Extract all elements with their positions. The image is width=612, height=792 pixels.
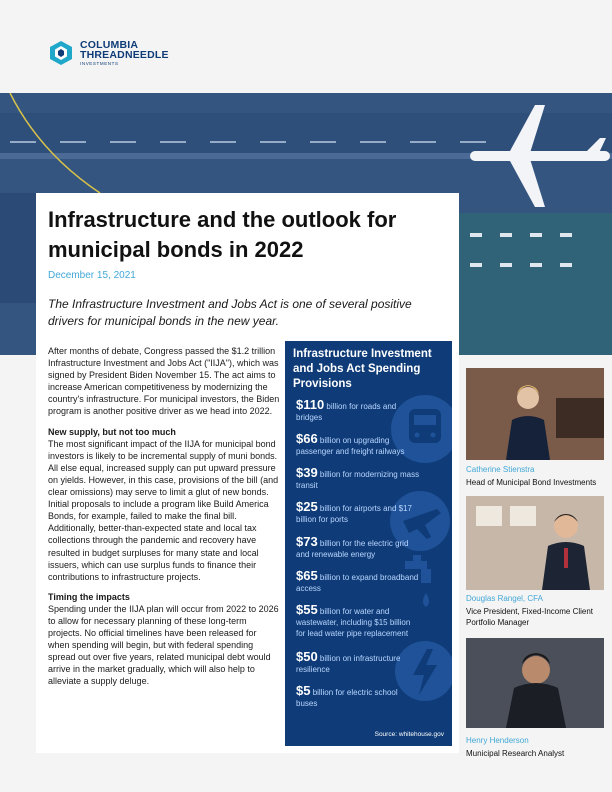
logo-mark-icon <box>48 40 74 66</box>
provision-item: $65 billion to expand broadband access <box>296 568 419 593</box>
article-date: December 15, 2021 <box>48 270 136 281</box>
person-photo <box>466 496 604 590</box>
person-role: Head of Municipal Bond Investments <box>466 478 597 487</box>
provision-item: $25 billion for airports and $17 billion for ports <box>296 499 412 524</box>
provision-item: $50 billion on infrastructure resilience <box>296 649 401 674</box>
section-heading-supply: New supply, but not too much <box>48 426 176 437</box>
section-heading-timing: Timing the impacts <box>48 591 130 602</box>
provision-item: $5 billion for electric school buses <box>296 683 398 708</box>
article-body <box>48 345 280 696</box>
person-name: Henry Henderson <box>466 736 529 745</box>
section-paragraph-supply: The most significant impact of the IIJA for municipal bond investors is likely to be incremental supply of muni bonds. All else equal, increased supply can put upward pressure on yields. However, in this case, provisions of the bill (and clear omissions) may serve to limit a glut of new bonds. Initial proposals to include a program like Build America Bonds, for example, failed to make the final bill. Additionally, better-than-expected state and local tax collections through the pandemic and recovery have resulted in budget surpluses for many state and local issuers, which can use surplus funds to finance their contributions to infrastructure projects. <box>48 438 279 582</box>
provision-item: $55 billion for water and wastewater, including $15 billion for lead water pipe replacement <box>296 602 411 638</box>
section-paragraph-timing: Spending under the IIJA plan will occur from 2022 to 2026 to allow for necessary planning of these long-term projects. No official timelines have been released for when spending will begin, but with federal spending spread out over five years, related municipal debt would arrive in the market gradually, which will also help to alleviate a supply deluge. <box>48 603 279 687</box>
person-name: Catherine Stienstra <box>466 465 535 474</box>
person-role: Municipal Research Analyst <box>466 749 565 758</box>
article-lede: The Infrastructure Investment and Jobs Act is one of several positive drivers for municipal bonds in the new year. <box>48 297 412 328</box>
logo-line-2: THREADNEEDLE <box>80 49 169 62</box>
person-photo <box>466 368 604 460</box>
provisions-source: Source: whitehouse.gov <box>374 731 444 738</box>
provisions-title: Infrastructure Investment and Jobs Act Spending Provisions <box>293 348 432 390</box>
provisions-box <box>285 341 452 746</box>
provision-item: $110 billion for roads and bridges <box>296 397 397 422</box>
article-title: Infrastructure and the outlook for municipal bonds in 2022 <box>48 207 397 262</box>
person-photo <box>466 638 604 728</box>
intro-paragraph: After months of debate, Congress passed the $1.2 trillion Infrastructure Investment and Jobs Act ("IIJA"), which was signed by President Biden November 15. The act aims to increase American competitiveness by modernizing the country's infrastructure. For municipal investors, the Biden program is another positive driver as we head into 2022. <box>48 346 280 417</box>
provision-item: $66 billion on upgrading passenger and freight railways <box>296 431 405 456</box>
company-logo <box>48 36 208 70</box>
provision-item: $39 billion for modernizing mass transit <box>296 465 420 490</box>
logo-line-1: COLUMBIA <box>80 38 139 51</box>
person-name: Douglas Rangel, CFA <box>466 594 543 603</box>
person-role: Vice President, Fixed-Income Client Portfolio Manager <box>466 607 594 627</box>
logo-line-3: INVESTMENTS <box>80 60 119 66</box>
provision-item: $73 billion for the electric grid and renewable energy <box>296 534 409 559</box>
